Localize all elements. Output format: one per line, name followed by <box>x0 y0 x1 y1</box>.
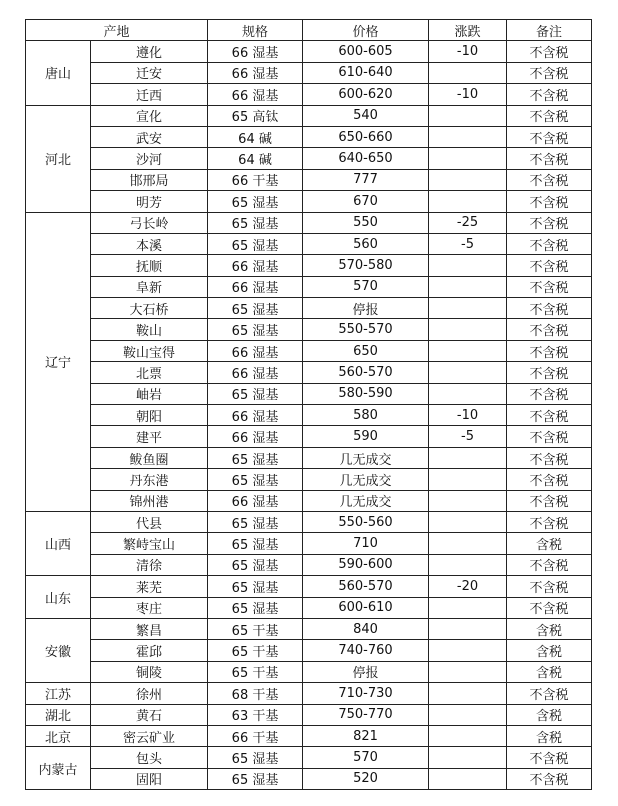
table-row <box>26 191 592 212</box>
note-cell: 不含税 <box>507 319 592 340</box>
table-row <box>26 105 592 126</box>
table-row <box>26 212 592 233</box>
note-cell: 不含税 <box>507 511 592 532</box>
table-row <box>26 298 592 319</box>
place-cell: 遵化 <box>91 41 208 62</box>
spec-cell: 66 湿基 <box>208 276 303 297</box>
note-cell: 不含税 <box>507 490 592 511</box>
table-row <box>26 319 592 340</box>
place-cell: 邯邢局 <box>91 169 208 190</box>
change-cell <box>429 255 507 276</box>
spec-cell: 65 湿基 <box>208 298 303 319</box>
price-cell: 550 <box>303 212 429 233</box>
place-cell: 莱芜 <box>91 576 208 597</box>
spec-cell: 65 湿基 <box>208 383 303 404</box>
table-row <box>26 148 592 169</box>
price-cell: 600-605 <box>303 41 429 62</box>
change-cell <box>429 554 507 575</box>
price-cell: 560 <box>303 233 429 254</box>
note-cell: 不含税 <box>507 84 592 105</box>
note-cell: 含税 <box>507 618 592 639</box>
table-row <box>26 233 592 254</box>
region-cell: 唐山 <box>26 41 91 105</box>
place-cell: 霍邱 <box>91 640 208 661</box>
price-cell: 840 <box>303 618 429 639</box>
region-cell: 湖北 <box>26 704 91 725</box>
table-row <box>26 255 592 276</box>
table-row <box>26 576 592 597</box>
spec-cell: 64 碱 <box>208 148 303 169</box>
price-cell: 几无成交 <box>303 490 429 511</box>
table-row <box>26 747 592 768</box>
change-cell <box>429 747 507 768</box>
spec-cell: 65 湿基 <box>208 191 303 212</box>
place-cell: 宣化 <box>91 105 208 126</box>
change-cell: -5 <box>429 426 507 447</box>
place-cell: 繁昌 <box>91 618 208 639</box>
price-cell: 停报 <box>303 298 429 319</box>
note-cell: 不含税 <box>507 383 592 404</box>
table-row <box>26 597 592 618</box>
spec-cell: 66 湿基 <box>208 362 303 383</box>
spec-cell: 65 湿基 <box>208 447 303 468</box>
change-cell: -5 <box>429 233 507 254</box>
place-cell: 包头 <box>91 747 208 768</box>
note-cell: 不含税 <box>507 768 592 789</box>
note-cell: 不含税 <box>507 191 592 212</box>
table-row <box>26 511 592 532</box>
header-row <box>26 20 592 41</box>
place-cell: 大石桥 <box>91 298 208 319</box>
change-cell <box>429 298 507 319</box>
place-cell: 抚顺 <box>91 255 208 276</box>
table-row <box>26 405 592 426</box>
place-cell: 枣庄 <box>91 597 208 618</box>
note-cell: 不含税 <box>507 683 592 704</box>
change-cell <box>429 383 507 404</box>
place-cell: 阜新 <box>91 276 208 297</box>
spec-cell: 64 碱 <box>208 126 303 147</box>
spec-cell: 66 干基 <box>208 725 303 746</box>
region-cell: 山西 <box>26 511 91 575</box>
price-cell: 710 <box>303 533 429 554</box>
spec-cell: 65 湿基 <box>208 576 303 597</box>
price-table <box>25 19 592 790</box>
change-cell <box>429 661 507 682</box>
price-cell: 600-620 <box>303 84 429 105</box>
price-cell: 590 <box>303 426 429 447</box>
place-cell: 迁安 <box>91 62 208 83</box>
spec-cell: 66 湿基 <box>208 62 303 83</box>
place-cell: 鞍山 <box>91 319 208 340</box>
change-cell <box>429 597 507 618</box>
note-cell: 不含税 <box>507 62 592 83</box>
spec-cell: 65 高钛 <box>208 105 303 126</box>
place-cell: 建平 <box>91 426 208 447</box>
change-cell <box>429 469 507 490</box>
spec-cell: 65 湿基 <box>208 233 303 254</box>
change-cell <box>429 725 507 746</box>
table-row <box>26 533 592 554</box>
table-row <box>26 383 592 404</box>
change-cell: -10 <box>429 84 507 105</box>
place-cell: 沙河 <box>91 148 208 169</box>
change-cell <box>429 319 507 340</box>
table-row <box>26 62 592 83</box>
table-row <box>26 126 592 147</box>
note-cell: 不含税 <box>507 469 592 490</box>
place-cell: 朝阳 <box>91 405 208 426</box>
spec-cell: 65 湿基 <box>208 533 303 554</box>
note-cell: 含税 <box>507 704 592 725</box>
note-cell: 不含税 <box>507 340 592 361</box>
price-cell: 550-570 <box>303 319 429 340</box>
change-cell: -25 <box>429 212 507 233</box>
spec-cell: 65 湿基 <box>208 768 303 789</box>
table-row <box>26 768 592 789</box>
spec-cell: 66 湿基 <box>208 490 303 511</box>
price-cell: 560-570 <box>303 362 429 383</box>
change-cell <box>429 340 507 361</box>
note-cell: 不含税 <box>507 255 592 276</box>
price-cell: 570 <box>303 747 429 768</box>
spec-cell: 65 干基 <box>208 640 303 661</box>
place-cell: 繁峙宝山 <box>91 533 208 554</box>
spec-cell: 65 湿基 <box>208 319 303 340</box>
table-row <box>26 447 592 468</box>
region-cell: 江苏 <box>26 683 91 704</box>
spec-cell: 68 干基 <box>208 683 303 704</box>
price-cell: 600-610 <box>303 597 429 618</box>
place-cell: 本溪 <box>91 233 208 254</box>
place-cell: 锦州港 <box>91 490 208 511</box>
spec-cell: 65 湿基 <box>208 511 303 532</box>
table-row <box>26 469 592 490</box>
header-change: 涨跌 <box>429 20 507 41</box>
table-body <box>26 41 592 790</box>
region-cell: 山东 <box>26 576 91 619</box>
price-cell: 670 <box>303 191 429 212</box>
place-cell: 清徐 <box>91 554 208 575</box>
place-cell: 武安 <box>91 126 208 147</box>
region-cell: 辽宁 <box>26 212 91 511</box>
note-cell: 不含税 <box>507 405 592 426</box>
note-cell: 不含税 <box>507 41 592 62</box>
place-cell: 北票 <box>91 362 208 383</box>
change-cell <box>429 148 507 169</box>
change-cell <box>429 62 507 83</box>
price-cell: 570 <box>303 276 429 297</box>
table-row <box>26 704 592 725</box>
change-cell: -20 <box>429 576 507 597</box>
table-row <box>26 661 592 682</box>
note-cell: 不含税 <box>507 148 592 169</box>
price-cell: 520 <box>303 768 429 789</box>
change-cell <box>429 533 507 554</box>
table-row <box>26 84 592 105</box>
spec-cell: 66 湿基 <box>208 255 303 276</box>
region-cell: 安徽 <box>26 618 91 682</box>
place-cell: 弓长岭 <box>91 212 208 233</box>
change-cell <box>429 490 507 511</box>
change-cell: -10 <box>429 41 507 62</box>
change-cell <box>429 704 507 725</box>
note-cell: 不含税 <box>507 426 592 447</box>
price-cell: 停报 <box>303 661 429 682</box>
spec-cell: 66 干基 <box>208 169 303 190</box>
spec-cell: 65 湿基 <box>208 212 303 233</box>
place-cell: 丹东港 <box>91 469 208 490</box>
change-cell <box>429 362 507 383</box>
table-row <box>26 725 592 746</box>
note-cell: 含税 <box>507 533 592 554</box>
change-cell <box>429 683 507 704</box>
price-cell: 740-760 <box>303 640 429 661</box>
note-cell: 不含税 <box>507 105 592 126</box>
note-cell: 不含税 <box>507 597 592 618</box>
price-cell: 570-580 <box>303 255 429 276</box>
note-cell: 不含税 <box>507 747 592 768</box>
header-origin: 产地 <box>26 20 208 41</box>
change-cell <box>429 126 507 147</box>
place-cell: 鲅鱼圈 <box>91 447 208 468</box>
spec-cell: 66 湿基 <box>208 426 303 447</box>
region-cell: 北京 <box>26 725 91 746</box>
table-row <box>26 640 592 661</box>
change-cell: -10 <box>429 405 507 426</box>
note-cell: 不含税 <box>507 212 592 233</box>
note-cell: 不含税 <box>507 298 592 319</box>
note-cell: 不含税 <box>507 169 592 190</box>
place-cell: 铜陵 <box>91 661 208 682</box>
spec-cell: 66 湿基 <box>208 41 303 62</box>
note-cell: 不含税 <box>507 447 592 468</box>
note-cell: 含税 <box>507 640 592 661</box>
note-cell: 含税 <box>507 725 592 746</box>
place-cell: 徐州 <box>91 683 208 704</box>
change-cell <box>429 191 507 212</box>
spec-cell: 66 湿基 <box>208 405 303 426</box>
price-cell: 821 <box>303 725 429 746</box>
change-cell <box>429 511 507 532</box>
place-cell: 鞍山宝得 <box>91 340 208 361</box>
price-cell: 540 <box>303 105 429 126</box>
change-cell <box>429 768 507 789</box>
place-cell: 固阳 <box>91 768 208 789</box>
note-cell: 含税 <box>507 661 592 682</box>
table-row <box>26 41 592 62</box>
spec-cell: 65 干基 <box>208 618 303 639</box>
spec-cell: 66 湿基 <box>208 84 303 105</box>
table-row <box>26 618 592 639</box>
header-note: 备注 <box>507 20 592 41</box>
table-row <box>26 490 592 511</box>
price-cell: 640-650 <box>303 148 429 169</box>
price-cell: 590-600 <box>303 554 429 575</box>
header-spec: 规格 <box>208 20 303 41</box>
spec-cell: 65 湿基 <box>208 747 303 768</box>
price-cell: 580 <box>303 405 429 426</box>
table-row <box>26 362 592 383</box>
price-cell: 750-770 <box>303 704 429 725</box>
price-cell: 777 <box>303 169 429 190</box>
table-row <box>26 169 592 190</box>
price-cell: 650 <box>303 340 429 361</box>
table-row <box>26 554 592 575</box>
price-cell: 几无成交 <box>303 469 429 490</box>
note-cell: 不含税 <box>507 276 592 297</box>
table-row <box>26 340 592 361</box>
place-cell: 迁西 <box>91 84 208 105</box>
spec-cell: 65 湿基 <box>208 554 303 575</box>
change-cell <box>429 276 507 297</box>
note-cell: 不含税 <box>507 362 592 383</box>
price-cell: 550-560 <box>303 511 429 532</box>
price-cell: 710-730 <box>303 683 429 704</box>
region-cell: 内蒙古 <box>26 747 91 790</box>
change-cell <box>429 640 507 661</box>
place-cell: 代县 <box>91 511 208 532</box>
place-cell: 密云矿业 <box>91 725 208 746</box>
spec-cell: 65 干基 <box>208 661 303 682</box>
spec-cell: 63 干基 <box>208 704 303 725</box>
header-price: 价格 <box>303 20 429 41</box>
price-cell: 650-660 <box>303 126 429 147</box>
table-row <box>26 683 592 704</box>
change-cell <box>429 618 507 639</box>
change-cell <box>429 105 507 126</box>
note-cell: 不含税 <box>507 576 592 597</box>
spec-cell: 66 湿基 <box>208 340 303 361</box>
table-row <box>26 276 592 297</box>
price-cell: 610-640 <box>303 62 429 83</box>
change-cell <box>429 169 507 190</box>
price-cell: 580-590 <box>303 383 429 404</box>
spec-cell: 65 湿基 <box>208 469 303 490</box>
spec-cell: 65 湿基 <box>208 597 303 618</box>
price-cell: 560-570 <box>303 576 429 597</box>
price-cell: 几无成交 <box>303 447 429 468</box>
change-cell <box>429 447 507 468</box>
place-cell: 明芳 <box>91 191 208 212</box>
note-cell: 不含税 <box>507 233 592 254</box>
region-cell: 河北 <box>26 105 91 212</box>
place-cell: 岫岩 <box>91 383 208 404</box>
note-cell: 不含税 <box>507 126 592 147</box>
place-cell: 黄石 <box>91 704 208 725</box>
table-row <box>26 426 592 447</box>
note-cell: 不含税 <box>507 554 592 575</box>
